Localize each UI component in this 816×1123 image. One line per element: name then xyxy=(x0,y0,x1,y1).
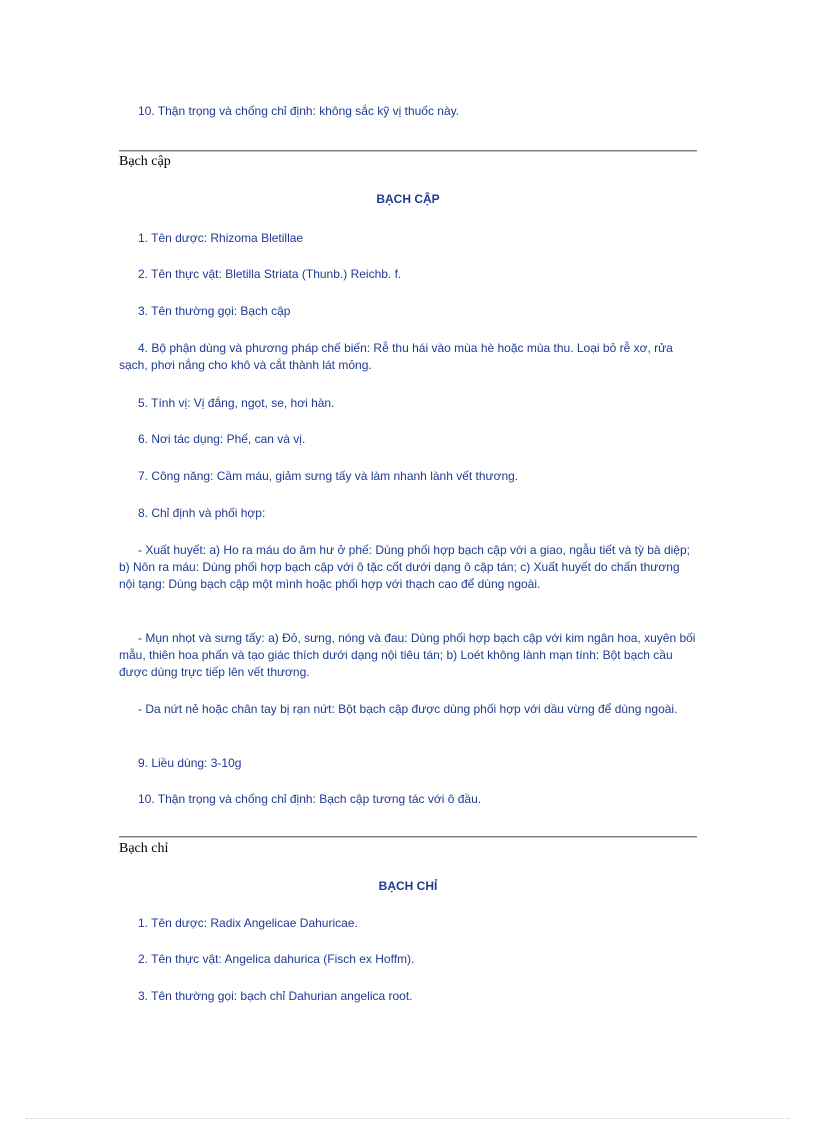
paragraph: 9. Liều dùng: 3-10g xyxy=(138,756,242,770)
horizontal-rule xyxy=(119,836,697,838)
section-label: Bạch chỉ xyxy=(119,841,169,856)
paragraph: 4. Bộ phận dùng và phương pháp chế biến: Rễ thu hái vào mùa hè hoặc mùa thu. Loại bỏ rễ xơ, rửa sạch, phơi nắng cho khô và cắt thành lát mỏng. xyxy=(119,341,673,372)
paragraph: 3. Tên thường gọi: bạch chỉ Dahurian angelica root. xyxy=(138,989,413,1003)
paragraph: 8. Chỉ định và phối hợp: xyxy=(138,506,266,520)
paragraph: 10. Thận trọng và chống chỉ định: Bạch cập tương tác với ô đầu. xyxy=(138,792,482,806)
section-heading: BẠCH CHỈ xyxy=(378,879,438,893)
horizontal-rule xyxy=(119,150,697,152)
paragraph: - Da nứt nẻ hoặc chân tay bị rạn nứt: Bột bạch cập được dùng phối hợp với dầu vừng để dùng ngoài. xyxy=(138,702,678,716)
section-heading: BẠCH CẬP xyxy=(376,192,440,206)
paragraph: 3. Tên thường gọi: Bạch cập xyxy=(138,304,291,318)
paragraph: - Mụn nhọt và sưng tấy: a) Đỏ, sưng, nóng và đau: Dùng phối hợp bạch cập với kim ngân hoa, xuyên bối mẫu, thiên hoa phấn và tạo giác thích dưới dạng nội tiêu tán; b) Loét không lành mạn tính: Bột bạch cầu được dùng trực tiếp lên vết thương. xyxy=(119,631,696,679)
paragraph: 1. Tên dược: Radix Angelicae Dahuricae. xyxy=(138,916,358,930)
paragraph: 2. Tên thực vật: Bletilla Striata (Thunb.) Reichb. f. xyxy=(138,267,402,281)
paragraph: 7. Công năng: Cầm máu, giảm sưng tấy và làm nhanh lành vết thương. xyxy=(138,469,519,483)
page-bottom-divider xyxy=(26,1118,790,1119)
paragraph: 6. Nơi tác dụng: Phế, can và vị. xyxy=(138,432,306,446)
paragraph: 2. Tên thực vật: Angelica dahurica (Fisch ex Hoffm). xyxy=(138,952,415,966)
paragraph: 1. Tên dược: Rhizoma Bletillae xyxy=(138,231,304,245)
section-label: Bạch cập xyxy=(119,154,171,169)
paragraph: 5. Tính vị: Vị đắng, ngọt, se, hơi hàn. xyxy=(138,396,335,410)
paragraph: - Xuất huyết: a) Ho ra máu do âm hư ở phế: Dùng phối hợp bạch cập với a giao, ngẫu tiết và tỳ bà diệp; b) Nôn ra máu: Dùng phối hợp bạch cập với ô tặc cốt dưới dạng ô cập tán; c) Xuất huyết do chấn thương nội tạng: Dùng bạch cập một mình hoặc phối hợp với thạch cao để dùng ngoài. xyxy=(119,543,690,591)
paragraph: 10. Thận trọng và chống chỉ định: không sắc kỹ vị thuốc này. xyxy=(138,104,460,118)
